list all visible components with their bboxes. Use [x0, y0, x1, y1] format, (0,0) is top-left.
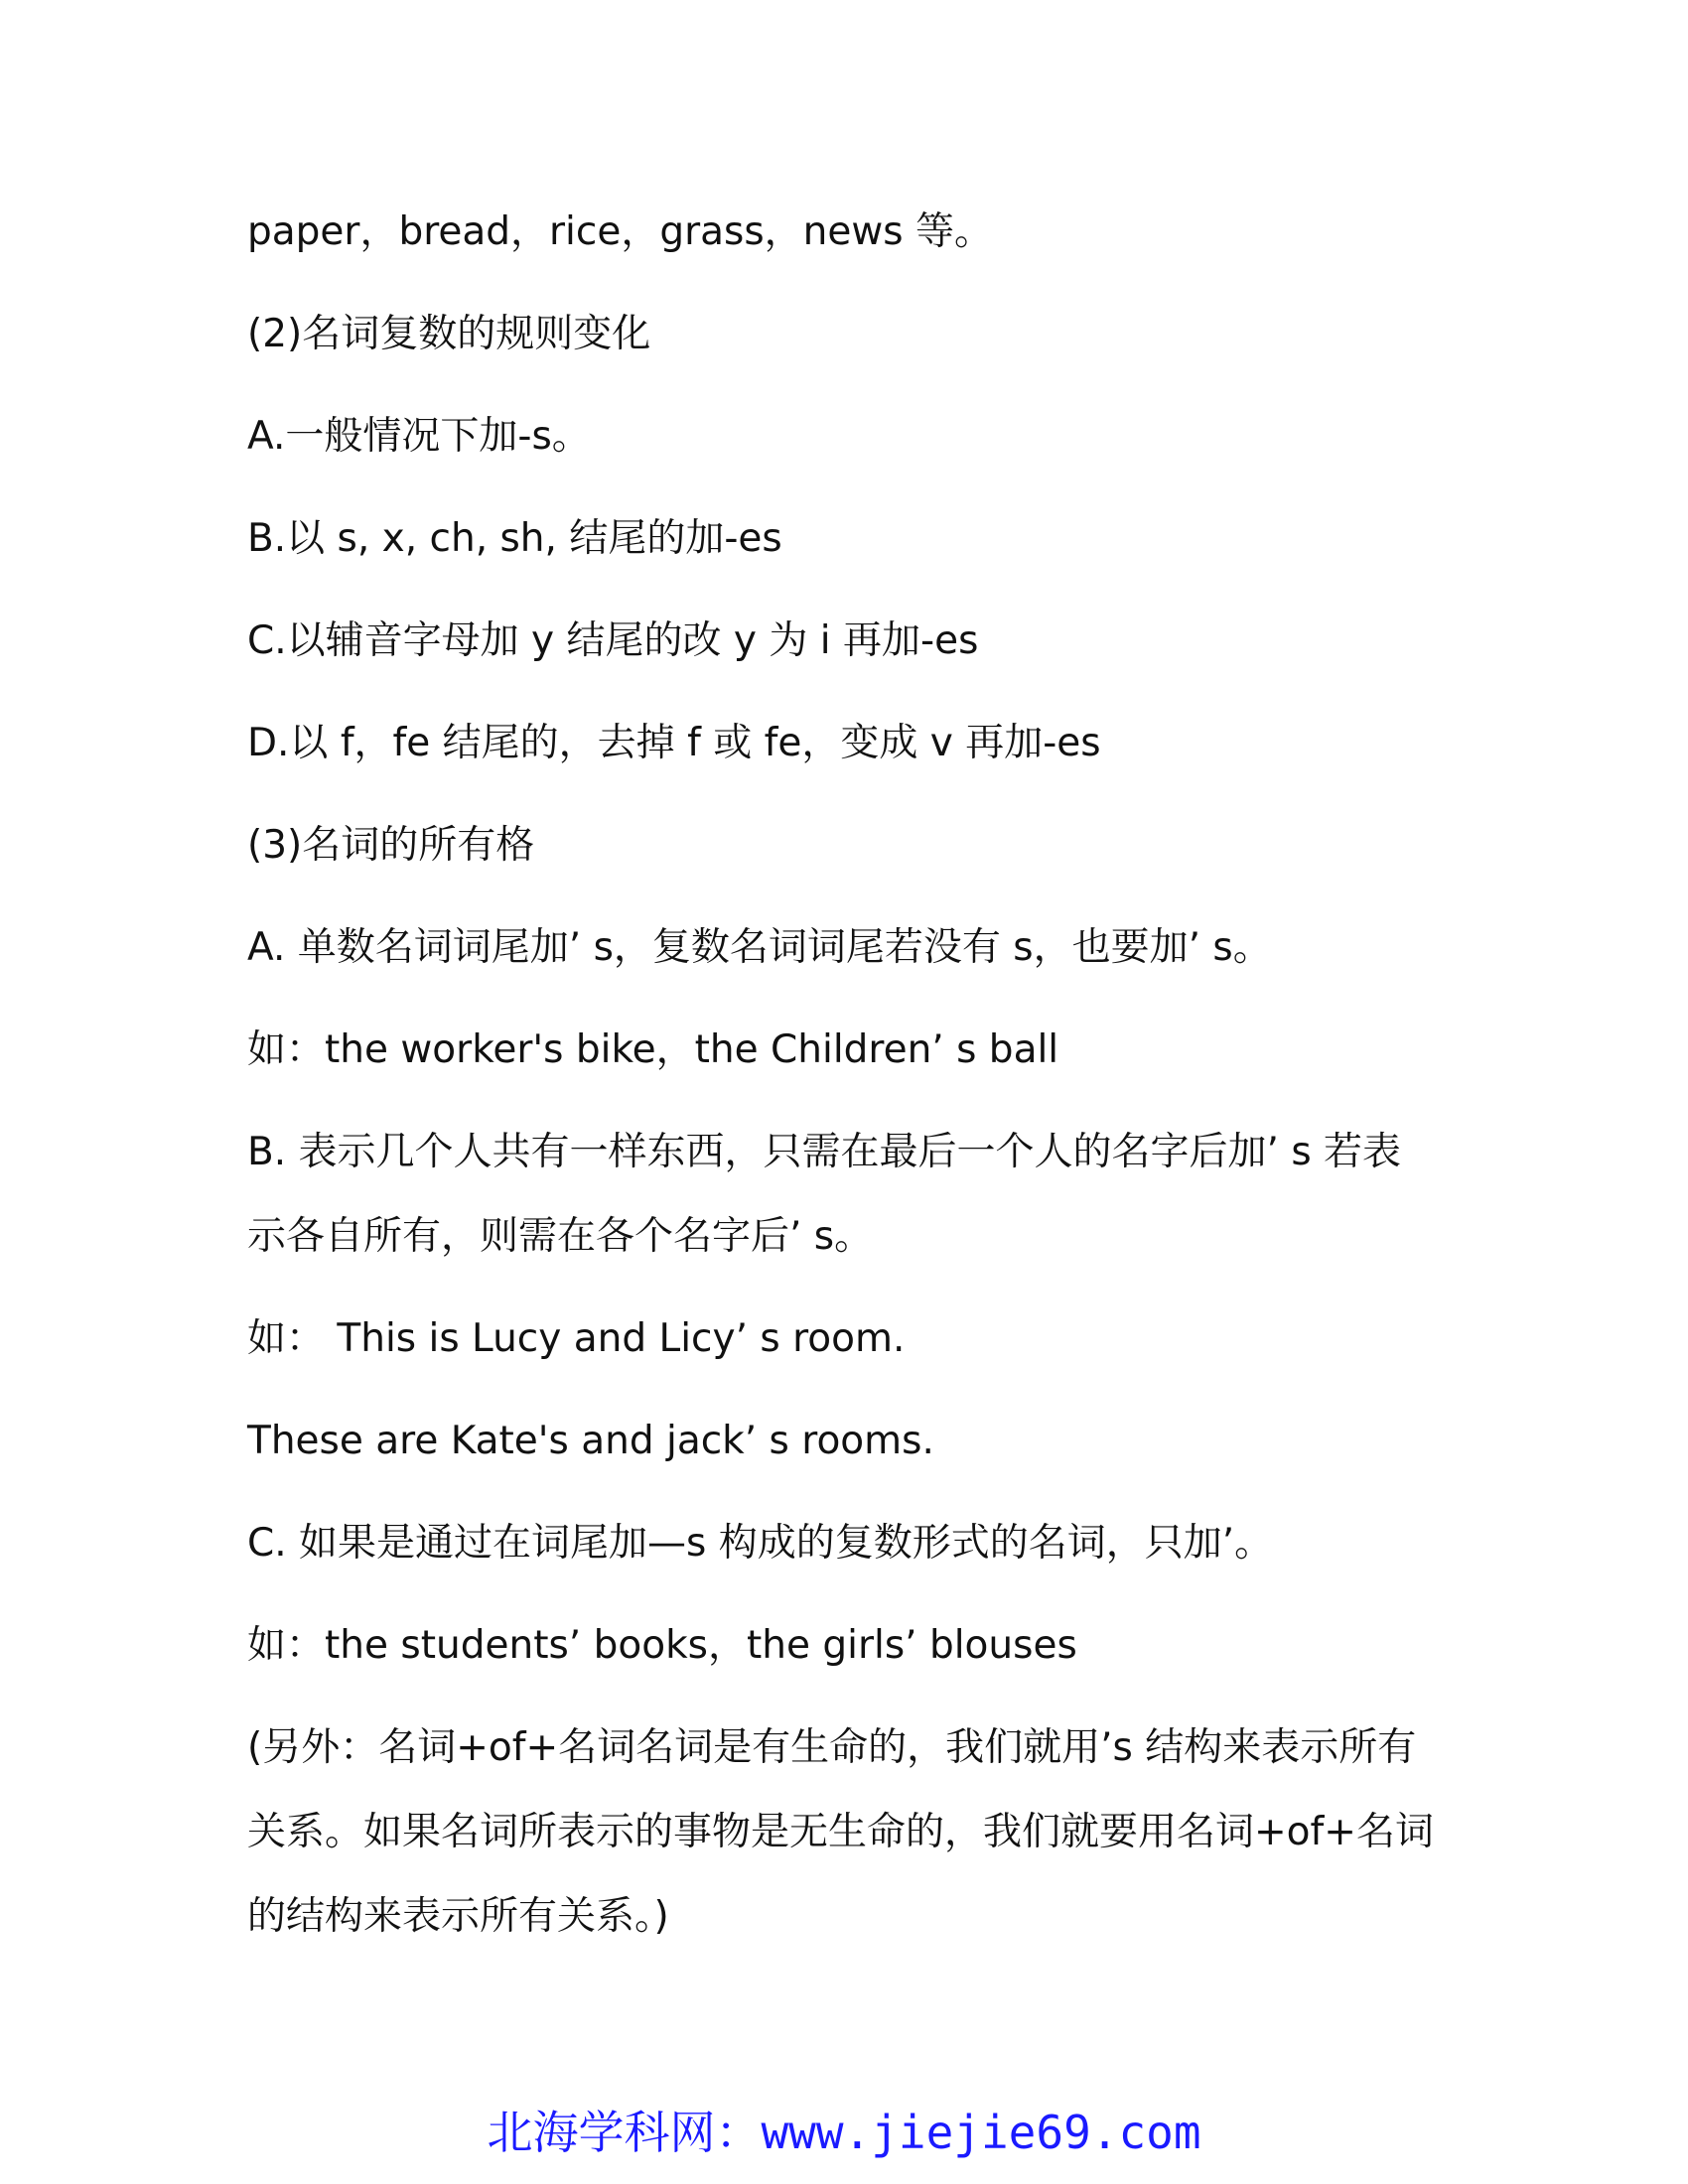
text-line: B.以 s, x, ch, sh, 结尾的加-es [247, 516, 782, 561]
text-line: C.以辅音字母加 y 结尾的改 y 为 i 再加-es [247, 618, 979, 663]
example-line: 如：the students’ books，the girls’ blouses [247, 1623, 1077, 1668]
footer-url[interactable]: www.jiejie69.com [761, 2106, 1201, 2159]
section-heading: (2)名词复数的规则变化 [247, 312, 651, 356]
text-line: A. 单数名词词尾加’ s，复数名词词尾若没有 s，也要加’ s。 [247, 925, 1272, 970]
text-line: 示各自所有，则需在各个名字后’ s。 [247, 1214, 874, 1259]
note-line: (另外：名词+of+名词名词是有生命的，我们就用’s 结构来表示所有 [247, 1725, 1417, 1770]
example-line: 如：the worker's bike，the Children’ s ball [247, 1027, 1059, 1072]
footer-site-name: 北海学科网： [487, 2106, 762, 2159]
example-line: 如： This is Lucy and Licy’ s room. [247, 1316, 906, 1361]
text-line: D.以 f，fe 结尾的，去掉 f 或 fe，变成 v 再加-es [247, 721, 1101, 765]
text-line: C. 如果是通过在词尾加—s 构成的复数形式的名词，只加’。 [247, 1521, 1274, 1566]
example-line: These are Kate's and jack’ s rooms. [247, 1419, 934, 1463]
text-line: B. 表示几个人共有一样东西，只需在最后一个人的名字后加’ s 若表 [247, 1130, 1402, 1174]
note-line: 的结构来表示所有关系。) [247, 1894, 669, 1939]
text-line: paper，bread，rice，grass，news 等。 [247, 209, 993, 254]
note-line: 关系。如果名词所表示的事物是无生命的，我们就要用名词+of+名词 [247, 1810, 1434, 1854]
text-line: A.一般情况下加-s。 [247, 414, 591, 459]
section-heading: (3)名词的所有格 [247, 823, 535, 868]
footer-watermark [0, 2105, 1688, 2160]
